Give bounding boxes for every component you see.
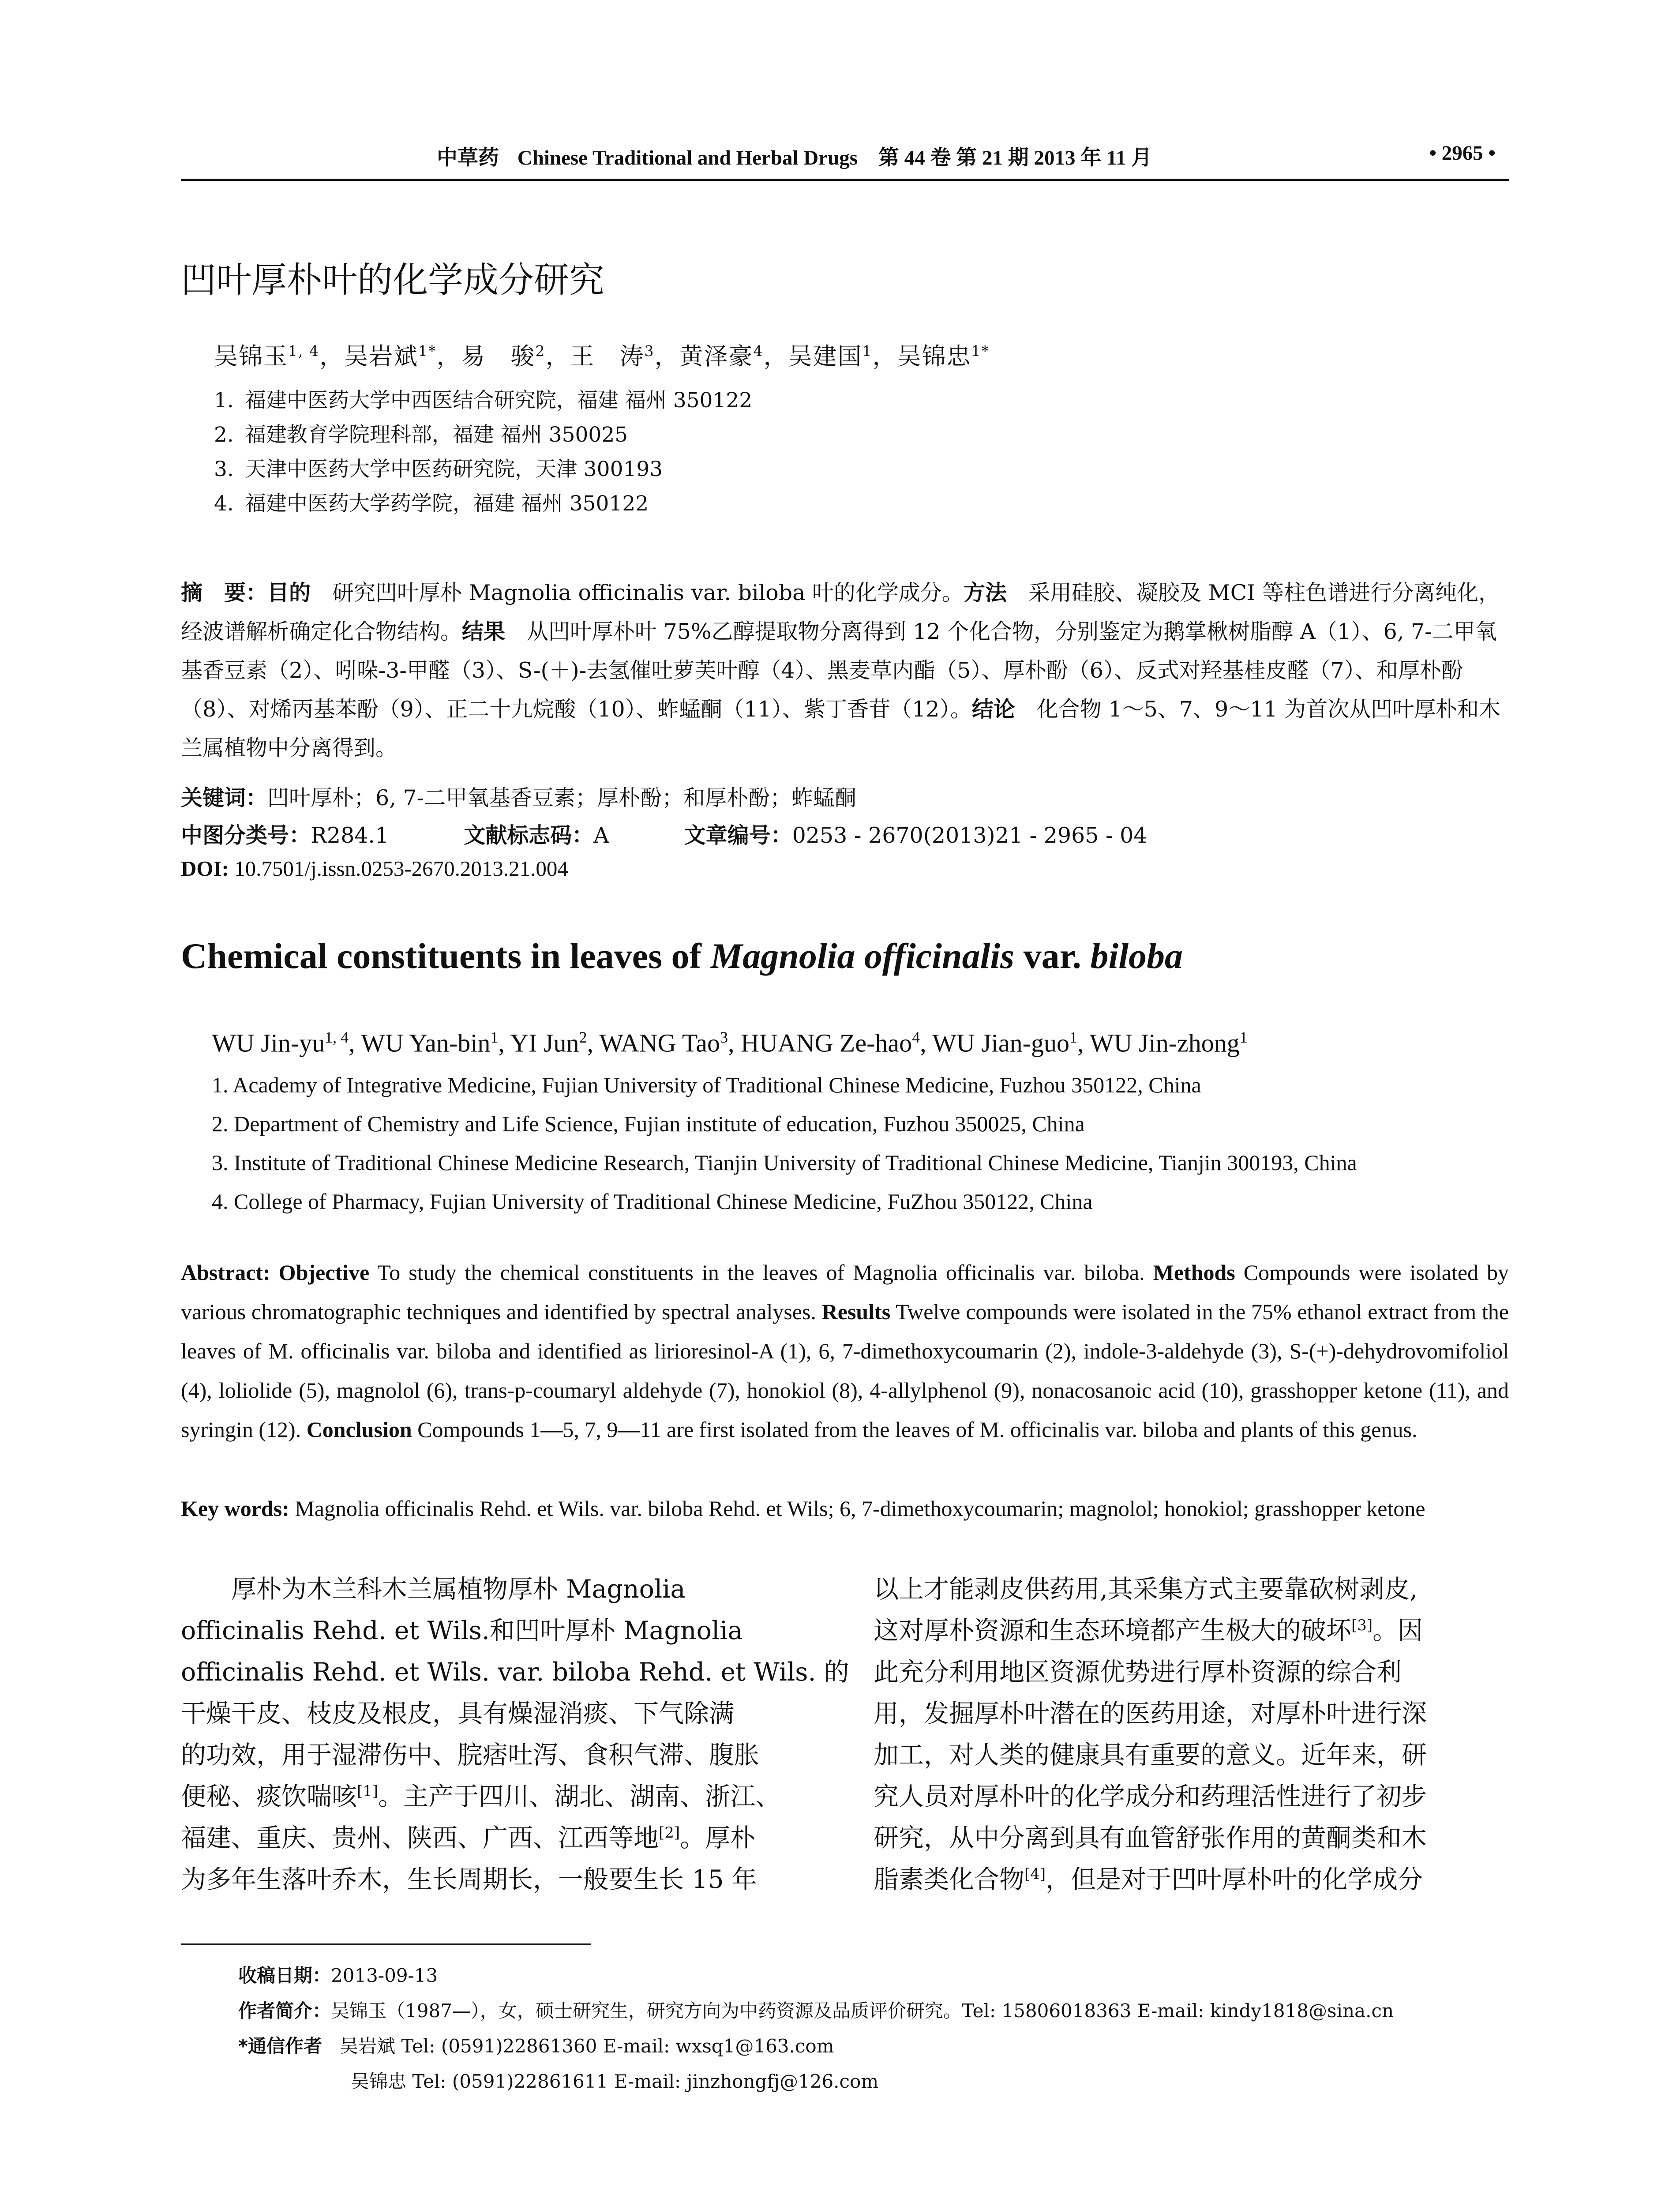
en-authors: WU Jin-yu$^{1, 4}$, WU Yan-bin$^1$, YI Jun$^2$, WANG Tao$^3$, HUANG Ze-hao$^4$, WU Jian-guo$^1$, WU Jin-zhong$^1$ (212, 1028, 1248, 1058)
issue-info: 第 44 卷 第 21 期 2013 年 11 月 (878, 146, 1152, 169)
methods-text: 采用硅胶、凝胶及 MCI 等柱色谱进行分离纯化，经波谱解析确定化合物结构。 (181, 580, 1500, 644)
journal-line (437, 141, 1152, 171)
author-name: 吴锦玉 (214, 342, 288, 370)
footnote-received: 收稿日期：2013-09-13 (238, 1965, 438, 1986)
author-affiliation-mark: 1, 4 (288, 342, 319, 360)
body-line: 究人员对厚朴叶的化学成分和药理活性进行了初步 (874, 1782, 1427, 1811)
author-affiliation-mark: 1 (490, 1028, 499, 1046)
body-line: 干燥干皮、枝皮及根皮，具有燥湿消痰、下气除满 (181, 1699, 734, 1728)
citation-mark: [3] (1351, 1617, 1373, 1634)
en-abstract: Abstract: Objective To study the chemical constituents in the leaves of Magnolia officinalis var. biloba. Methods Compounds were isolated by various chromatographic techniques and identified by spectral analyses. Results Twelve compounds were isolated in the 75% ethanol extract from the leaves of M. officinalis var. biloba and identified as lirioresinol-A (1), 6, 7-dimethoxycoumarin (2), indole-3-aldehyde (3), S-(+)-dehydrovomifoliol (4), loliolide (5), magnolol (6), trans-p-coumaryl aldehyde (7), honokiol (8), 4-allylphenol (9), nonacosanoic acid (10), grasshopper ketone (11), and syringin (12). Conclusion Compounds 1—5, 7, 9—11 are first isolated from the leaves of M. officinalis var. biloba and plants of this genus. (181, 1260, 1509, 1442)
author-affiliation-mark: 2 (579, 1028, 587, 1046)
body-line: 福建、重庆、贵州、陕西、广西、江西等地[2]。厚朴 (181, 1823, 756, 1853)
en-title: Chemical constituents in leaves of Magnolia officinalis var. biloba (181, 936, 1183, 976)
methods-label: 方法 (963, 580, 1007, 605)
body-column-right (874, 1568, 1509, 1900)
citation-mark: [2] (659, 1824, 680, 1842)
cn-abstract (181, 574, 1509, 768)
author-name: YI Jun (510, 1028, 579, 1058)
cn-affiliation: 4. 福建中医药大学药学院，福建 福州 350122 (214, 491, 649, 516)
author-name: 吴岩斌 (344, 342, 418, 370)
citation-mark: [1] (357, 1782, 379, 1800)
cn-affiliation: 3. 天津中医药大学中医药研究院，天津 300193 (214, 457, 663, 481)
objective-text: 研究凹叶厚朴 Magnolia officinalis var. biloba 叶的化学成分。 (311, 580, 964, 605)
author-name: 吴锦忠 (897, 342, 971, 370)
body-line: 厚朴为木兰科木兰属植物厚朴 Magnolia (231, 1575, 686, 1604)
author-affiliation-mark: 2 (535, 342, 546, 360)
body-line: 的功效，用于湿滞伤中、脘痞吐泻、食积气滞、腹胀 (181, 1741, 759, 1770)
author-affiliation-mark: 3 (644, 342, 655, 360)
cn-title: 凹叶厚朴叶的化学成分研究 (181, 259, 604, 300)
author-affiliation-mark: 1* (418, 342, 437, 360)
abstract-label: 摘 要： (181, 580, 268, 605)
cn-affiliation: 2. 福建教育学院理科部，福建 福州 350025 (214, 423, 628, 447)
en-affiliation: 4. College of Pharmacy, Fujian University of Traditional Chinese Medicine, FuZhou 350122, China (212, 1189, 1093, 1214)
author-affiliation-mark: 1 (1239, 1028, 1248, 1046)
author-affiliation-mark: 4 (753, 342, 764, 360)
classification-line: 中图分类号：R284.1 文献标志码：A 文章编号：0253 - 2670(2013)21 - 2965 - 04 (181, 823, 1148, 848)
journal-name-en: Chinese Traditional and Herbal Drugs (517, 146, 858, 169)
objective-label: 目的 (267, 580, 311, 605)
footnote-correspondence: *通信作者 吴岩斌 Tel: (0591)22861360 E-mail: wxsq1@163.com (238, 2035, 834, 2057)
en-keywords: Key words: Magnolia officinalis Rehd. et Wils. var. biloba Rehd. et Wils; 6, 7-dimethoxycoumarin; magnolol; honokiol; grasshopper ketone (181, 1496, 1425, 1521)
footnote-bio: 作者简介：吴锦玉（1987—），女，硕士研究生，研究方向为中药资源及品质评价研究。Tel: 15806018363 E-mail: kindy1818@sina.cn (238, 2000, 1394, 2022)
body-line: 研究，从中分离到具有血管舒张作用的黄酮类和木 (874, 1823, 1427, 1853)
footnote-rule (181, 1943, 591, 1945)
body-line: 以上才能剥皮供药用,其采集方式主要靠砍树剥皮, (874, 1575, 1418, 1604)
author-name: WU Jian-guo (932, 1028, 1069, 1058)
author-name: 吴建国 (788, 342, 862, 370)
cn-keywords: 关键词：凹叶厚朴；6, 7-二甲氧基香豆素；厚朴酚；和厚朴酚；蚱蜢酮 (181, 785, 857, 810)
author-affiliation-mark: 1 (1069, 1028, 1077, 1046)
author-name: WANG Tao (599, 1028, 720, 1058)
results-text: 从凹叶厚朴叶 75%乙醇提取物分离得到 12 个化合物，分别鉴定为鹅掌楸树脂醇 A（1）、6, 7-二甲氧基香豆素（2）、吲哚-3-甲醛（3）、S-(＋)-去氢催吐萝芙叶醇（4）、黑麦草内酯（5）、厚朴酚（6）、反式对羟基桂皮醛（7）、和厚朴酚（8）、对烯丙基苯酚（9）、正二十九烷酸（10）、蚱蜢酮（11）、紫丁香苷（12）。 (181, 619, 1497, 722)
body-line: 用，发掘厚朴叶潜在的医药用途，对厚朴叶进行深 (874, 1699, 1427, 1728)
author-name: WU Yan-bin (361, 1028, 491, 1058)
author-name: WU Jin-yu (212, 1028, 325, 1058)
author-name: HUANG Ze-hao (740, 1028, 912, 1058)
conclusion-label: 结论 (971, 697, 1015, 722)
body-line: officinalis Rehd. et Wils.和凹叶厚朴 Magnolia (181, 1616, 743, 1645)
author-affiliation-mark: 1 (862, 342, 873, 360)
author-affiliation-mark: 1, 4 (325, 1028, 349, 1046)
conclusion-text: 化合物 1～5、7、9～11 为首次从凹叶厚朴和木兰属植物中分离得到。 (181, 697, 1501, 761)
body-line: 这对厚朴资源和生态环境都产生极大的破坏[3]。因 (874, 1616, 1423, 1645)
author-affiliation-mark: 3 (720, 1028, 728, 1046)
en-affiliation: 3. Institute of Traditional Chinese Medicine Research, Tianjin University of Traditional Chinese Medicine, Tianjin 300193, China (212, 1150, 1357, 1175)
journal-name-cn: 中草药 (437, 146, 499, 170)
author-name: 易 骏 (461, 342, 536, 370)
body-column-left (181, 1568, 849, 1900)
en-affiliation: 1. Academy of Integrative Medicine, Fujian University of Traditional Chinese Medicine, Fuzhou 350122, China (212, 1073, 1201, 1097)
running-header (181, 132, 1509, 181)
cn-authors: 吴锦玉$^{1, 4}$，吴岩斌$^{1*}$，易 骏$^2$，王 涛$^3$，黄泽豪$^4$，吴建国$^1$，吴锦忠$^{1*}$ (214, 342, 990, 370)
body-line: 此充分利用地区资源优势进行厚朴资源的综合利 (874, 1658, 1402, 1687)
author-name: 王 涛 (570, 342, 645, 370)
cn-affiliation: 1. 福建中医药大学中西医结合研究院，福建 福州 350122 (214, 388, 753, 413)
footnote-correspondence-2: 吴锦忠 Tel: (0591)22861611 E-mail: jinzhongfj@126.com (351, 2071, 879, 2092)
body-line: 加工，对人类的健康具有重要的意义。近年来，研 (874, 1741, 1427, 1770)
en-affiliation: 2. Department of Chemistry and Life Science, Fujian institute of education, Fuzhou 350025, China (212, 1111, 1085, 1136)
author-affiliation-mark: 1* (971, 342, 990, 360)
body-line: officinalis Rehd. et Wils. var. biloba Rehd. et Wils. 的 (181, 1658, 849, 1687)
author-name: WU Jin-zhong (1089, 1028, 1240, 1058)
body-line: 便秘、痰饮喘咳[1]。主产于四川、湖北、湖南、浙江、 (181, 1782, 781, 1811)
body-line: 脂素类化合物[4]，但是对于凹叶厚朴叶的化学成分 (874, 1865, 1423, 1894)
page-number: • 2965 • (1429, 142, 1496, 165)
author-name: 黄泽豪 (679, 342, 754, 370)
citation-mark: [4] (1024, 1865, 1046, 1883)
author-affiliation-mark: 4 (912, 1028, 920, 1046)
body-line: 为多年生落叶乔木，生长周期长，一般要生长 15 年 (181, 1865, 757, 1894)
results-label: 结果 (462, 619, 506, 644)
doi-line: DOI: 10.7501/j.issn.0253-2670.2013.21.004 (181, 856, 568, 881)
